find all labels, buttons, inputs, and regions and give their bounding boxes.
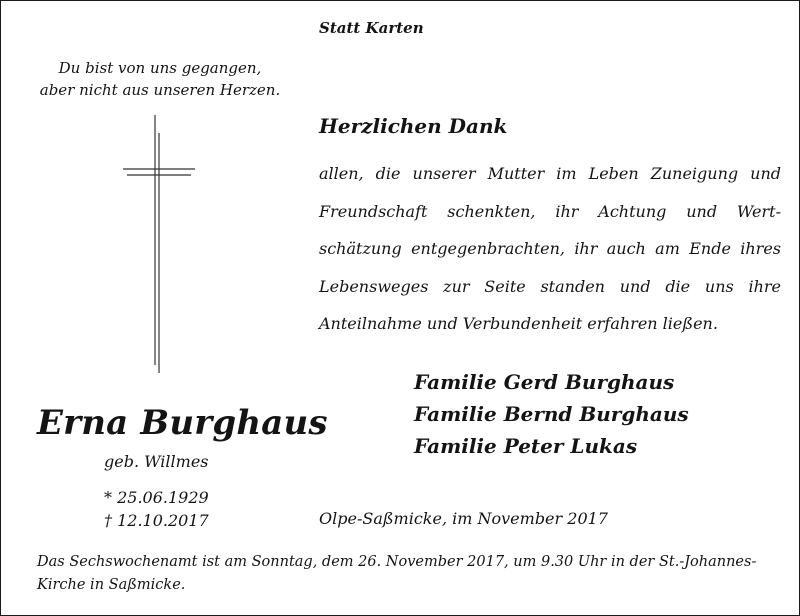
family-signatures xyxy=(414,366,689,462)
deceased-name: Erna Burghaus xyxy=(37,403,328,443)
thanks-text xyxy=(319,155,781,343)
life-dates xyxy=(104,486,209,532)
footer-line: Das Sechswochenamt ist am Sonntag, dem 26. November 2017, um 9.30 Uhr in der St.-Johannes- xyxy=(37,554,757,570)
thanks-title: Herzlichen Dank xyxy=(319,114,508,138)
birth-date: * 25.06.1929 xyxy=(104,488,209,507)
thanks-line: Lebensweges zur Seite standen und die uns ihre xyxy=(319,276,781,296)
footer-note xyxy=(37,551,777,597)
header-label: Statt Karten xyxy=(319,19,424,37)
maiden-name: geb. Willmes xyxy=(104,452,209,471)
family-name: Familie Peter Lukas xyxy=(414,434,638,458)
cross-icon xyxy=(119,115,199,375)
motto-line: aber nicht aus unseren Herzen. xyxy=(39,81,281,99)
motto-line: Du bist von uns gegangen, xyxy=(58,59,262,77)
thanks-line: allen, die unserer Mutter im Leben Zuneigung und xyxy=(319,164,781,183)
footer-line: Kirche in Saßmicke. xyxy=(37,577,186,593)
death-date: † 12.10.2017 xyxy=(104,511,209,530)
thanks-line: Freundschaft schenkten, ihr Achtung und Wert- xyxy=(319,201,781,221)
place-date: Olpe-Saßmicke, im November 2017 xyxy=(319,509,608,528)
thanks-line: Anteilnahme und Verbundenheit erfahren ließen. xyxy=(319,314,718,333)
family-name: Familie Bernd Burghaus xyxy=(414,402,689,426)
family-name: Familie Gerd Burghaus xyxy=(414,370,675,394)
motto xyxy=(1,57,319,101)
thanks-line: schätzung entgegenbrachten, ihr auch am Ende ihres xyxy=(319,239,781,258)
